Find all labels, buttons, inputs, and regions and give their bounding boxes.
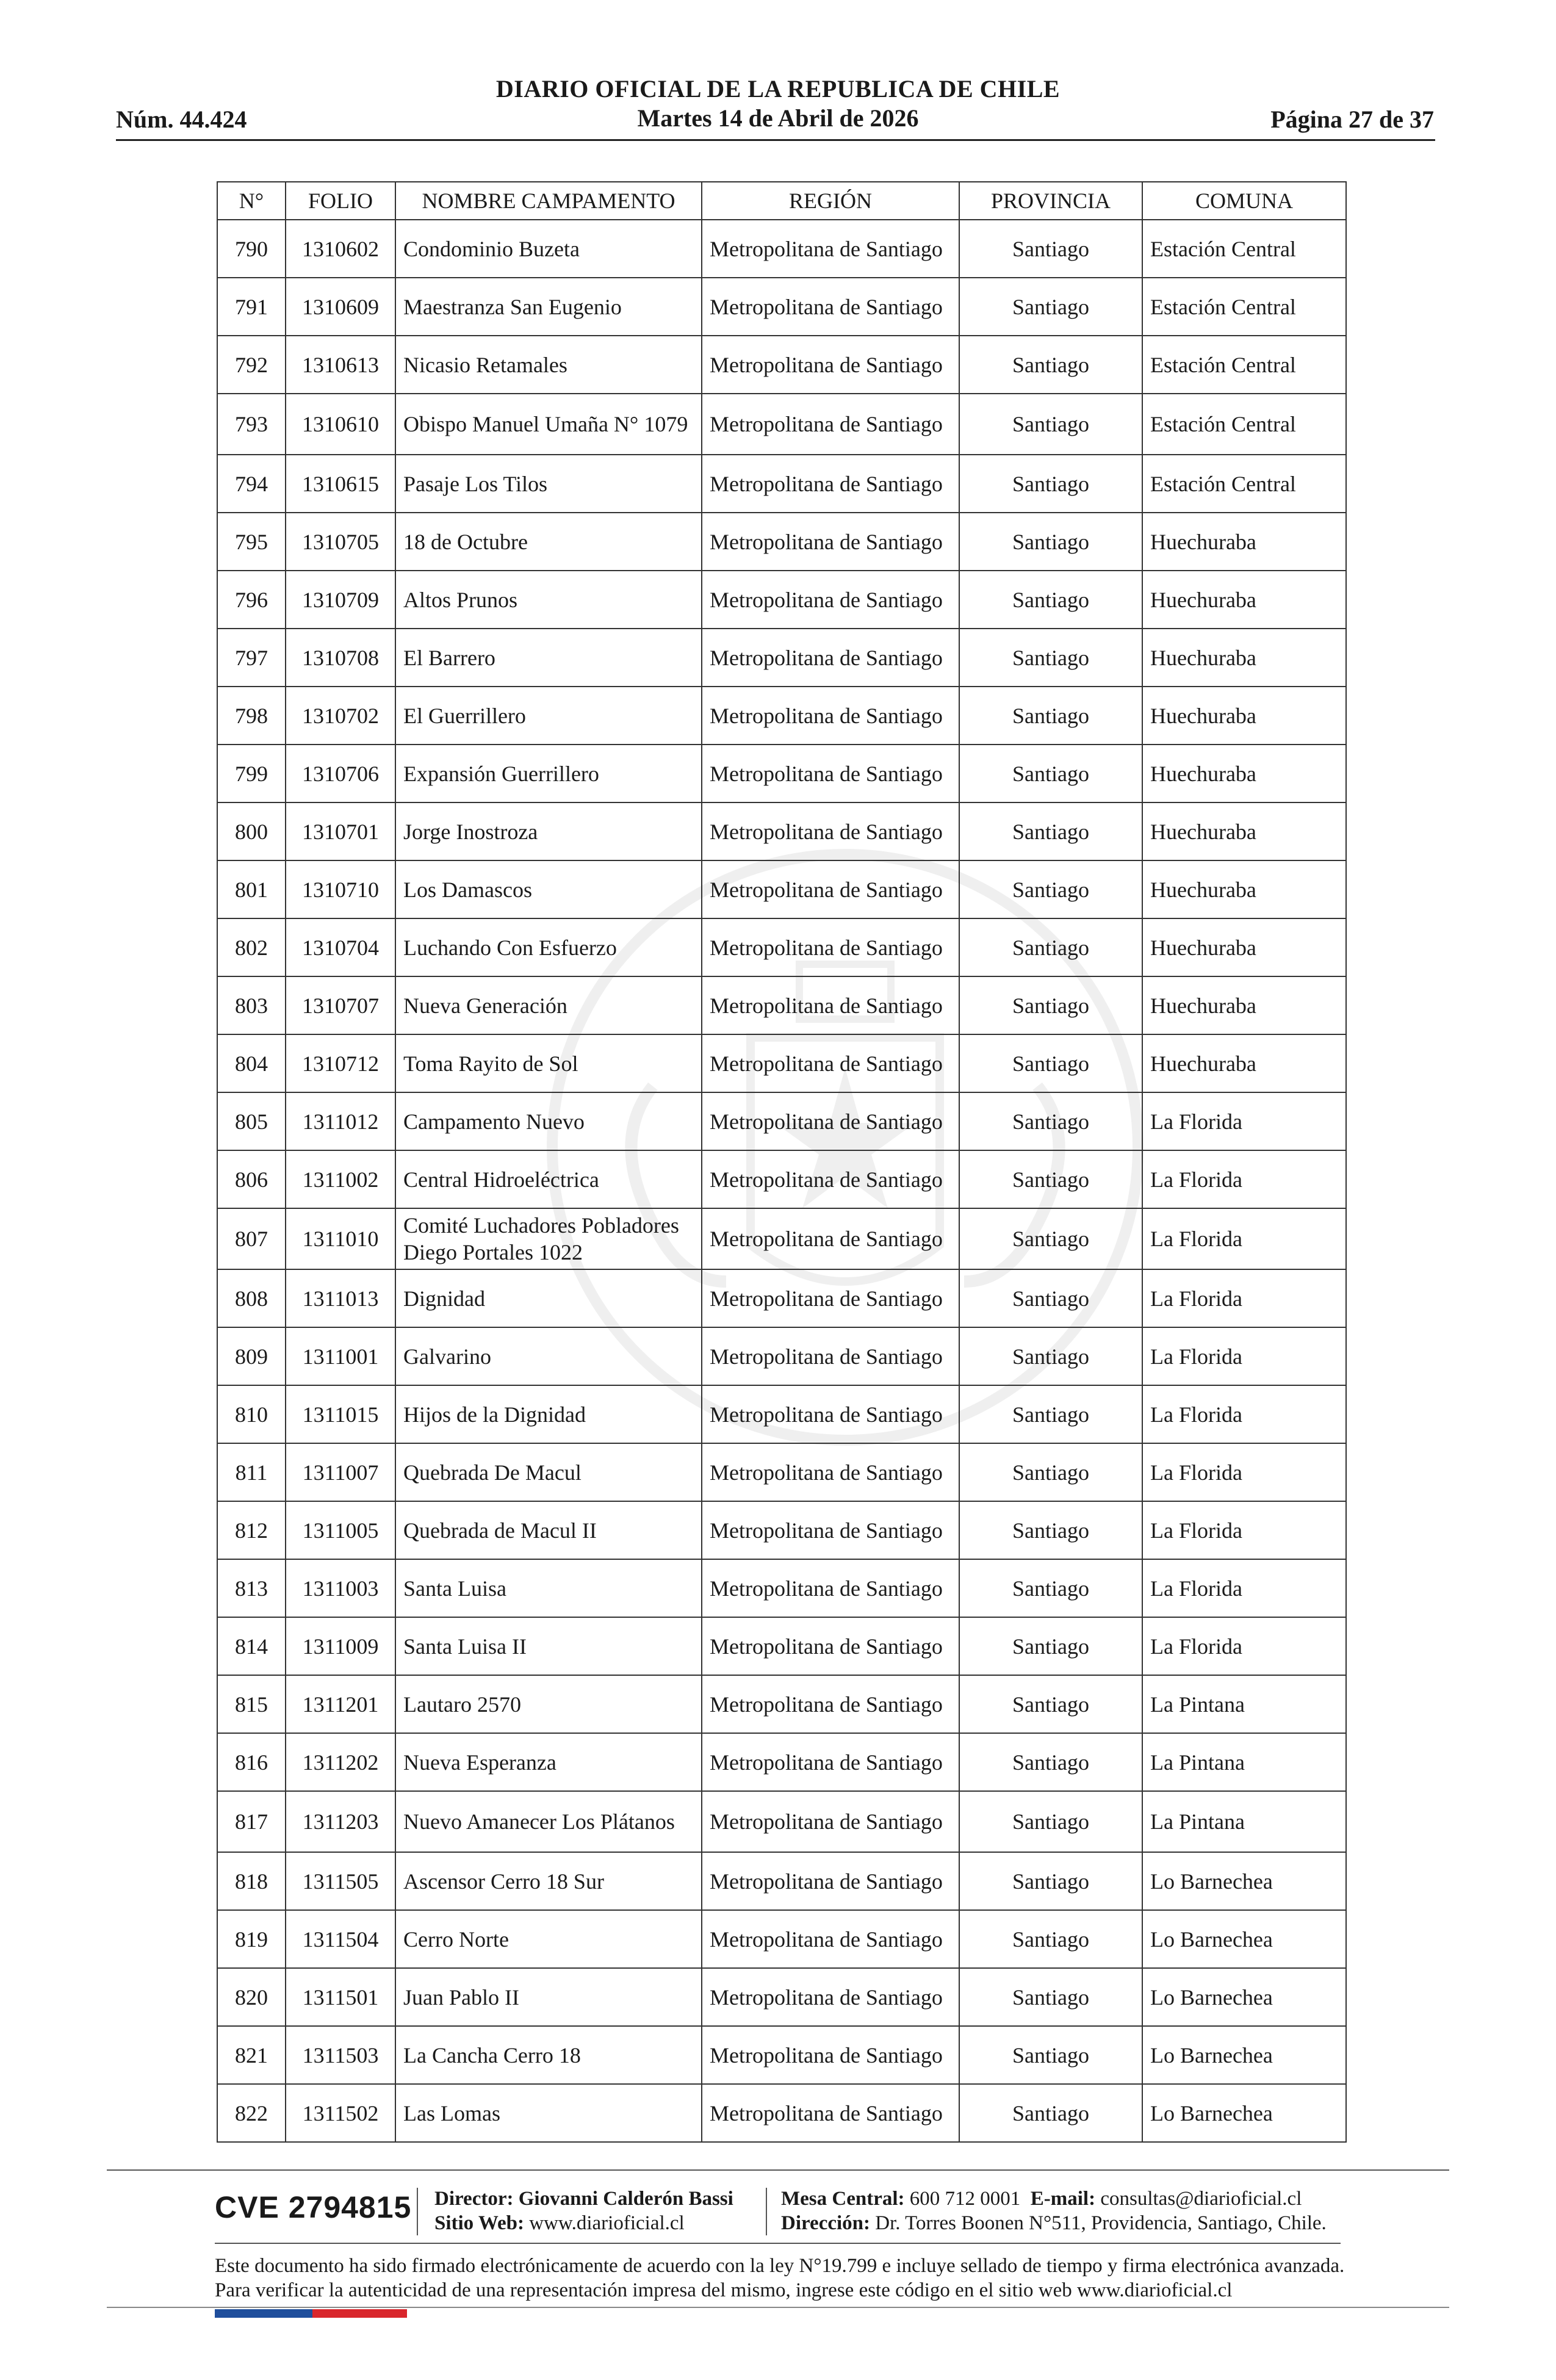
flag-stripe-blue (215, 2309, 312, 2318)
table-row (217, 1968, 1346, 2026)
row-folio: 1311501 (286, 1968, 395, 2026)
legal-notice: Este documento ha sido firmado electrónicamente de acuerdo con la ley N°19.799 e incluye sellado de tiempo y firma electrónica avanzada. Para verificar la autenticidad de una representación impresa del mismo, ingrese este código en el sitio web www.diarioficial.cl (215, 2255, 1345, 2301)
row-number: 794 (217, 455, 286, 513)
row-folio: 1310708 (286, 629, 395, 687)
row-region: Metropolitana de Santiago (702, 336, 959, 394)
row-comuna: Lo Barnechea (1142, 1852, 1346, 1910)
row-folio: 1310602 (286, 220, 395, 278)
row-comuna: Huechuraba (1142, 571, 1346, 629)
row-number: 791 (217, 278, 286, 336)
row-folio: 1310704 (286, 918, 395, 976)
table-row (217, 976, 1346, 1034)
row-number: 816 (217, 1733, 286, 1791)
footer-separator (766, 2188, 767, 2235)
row-folio: 1310702 (286, 687, 395, 745)
row-number: 810 (217, 1385, 286, 1443)
row-comuna: Estación Central (1142, 455, 1346, 513)
row-comuna: Estación Central (1142, 336, 1346, 394)
table-row (217, 1617, 1346, 1675)
row-provincia: Santiago (959, 278, 1142, 336)
row-camp-name: Altos Prunos (395, 571, 702, 629)
table-row (217, 860, 1346, 918)
row-provincia: Santiago (959, 1910, 1142, 1968)
row-provincia: Santiago (959, 1968, 1142, 2026)
table-row (217, 629, 1346, 687)
table-row (217, 1150, 1346, 1208)
row-number: 812 (217, 1501, 286, 1559)
director-label: Director: (434, 2188, 514, 2210)
row-region: Metropolitana de Santiago (702, 1208, 959, 1269)
row-camp-name: Santa Luisa (395, 1559, 702, 1617)
row-camp-name: Juan Pablo II (395, 1968, 702, 2026)
footer-contact-block (781, 2187, 1327, 2235)
row-folio: 1311010 (286, 1208, 395, 1269)
row-comuna: Huechuraba (1142, 1034, 1346, 1092)
row-camp-name: Campamento Nuevo (395, 1092, 702, 1150)
table-row (217, 336, 1346, 394)
table-header-row (217, 182, 1346, 220)
row-number: 814 (217, 1617, 286, 1675)
row-folio: 1311009 (286, 1617, 395, 1675)
row-comuna: La Florida (1142, 1269, 1346, 1327)
row-provincia: Santiago (959, 745, 1142, 802)
row-region: Metropolitana de Santiago (702, 571, 959, 629)
row-number: 809 (217, 1327, 286, 1385)
row-folio: 1310710 (286, 860, 395, 918)
email-link[interactable]: consultas@diarioficial.cl (1100, 2188, 1302, 2210)
row-region: Metropolitana de Santiago (702, 745, 959, 802)
column-header-number: N° (217, 182, 286, 220)
row-folio: 1311504 (286, 1910, 395, 1968)
header-divider (116, 139, 1435, 141)
address-label: Dirección: (781, 2212, 871, 2234)
row-comuna: Estación Central (1142, 278, 1346, 336)
row-region: Metropolitana de Santiago (702, 513, 959, 571)
row-number: 798 (217, 687, 286, 745)
column-header-name: NOMBRE CAMPAMENTO (395, 182, 702, 220)
row-camp-name: Hijos de la Dignidad (395, 1385, 702, 1443)
row-provincia: Santiago (959, 1269, 1142, 1327)
row-folio: 1310610 (286, 394, 395, 455)
footer-separator (417, 2188, 418, 2235)
row-folio: 1311201 (286, 1675, 395, 1733)
row-number: 790 (217, 220, 286, 278)
row-number: 795 (217, 513, 286, 571)
row-number: 805 (217, 1092, 286, 1150)
table-row (217, 918, 1346, 976)
row-provincia: Santiago (959, 1092, 1142, 1150)
table-row (217, 1675, 1346, 1733)
page-number: Página 27 de 37 (1270, 106, 1434, 133)
footer-divider-bottom (107, 2307, 1449, 2308)
row-comuna: Lo Barnechea (1142, 2026, 1346, 2084)
table-row (217, 571, 1346, 629)
row-camp-name: La Cancha Cerro 18 (395, 2026, 702, 2084)
row-camp-name: Nueva Generación (395, 976, 702, 1034)
row-number: 822 (217, 2084, 286, 2142)
row-comuna: Huechuraba (1142, 860, 1346, 918)
row-region: Metropolitana de Santiago (702, 1385, 959, 1443)
row-region: Metropolitana de Santiago (702, 1852, 959, 1910)
row-folio: 1311015 (286, 1385, 395, 1443)
row-comuna: Lo Barnechea (1142, 1968, 1346, 2026)
row-folio: 1311003 (286, 1559, 395, 1617)
row-provincia: Santiago (959, 1208, 1142, 1269)
row-camp-name: Quebrada De Macul (395, 1443, 702, 1501)
row-provincia: Santiago (959, 1385, 1142, 1443)
row-region: Metropolitana de Santiago (702, 802, 959, 860)
row-number: 813 (217, 1559, 286, 1617)
footer-director-block (434, 2187, 733, 2235)
row-comuna: La Florida (1142, 1501, 1346, 1559)
row-provincia: Santiago (959, 860, 1142, 918)
row-comuna: La Florida (1142, 1150, 1346, 1208)
row-number: 815 (217, 1675, 286, 1733)
row-region: Metropolitana de Santiago (702, 1968, 959, 2026)
table-row (217, 1385, 1346, 1443)
table-row (217, 1910, 1346, 1968)
row-number: 804 (217, 1034, 286, 1092)
row-region: Metropolitana de Santiago (702, 1269, 959, 1327)
row-number: 799 (217, 745, 286, 802)
row-folio: 1310705 (286, 513, 395, 571)
table-row (217, 1559, 1346, 1617)
row-camp-name: El Barrero (395, 629, 702, 687)
row-comuna: La Florida (1142, 1385, 1346, 1443)
row-provincia: Santiago (959, 687, 1142, 745)
table-row (217, 1733, 1346, 1791)
row-camp-name: Nicasio Retamales (395, 336, 702, 394)
column-header-comuna: COMUNA (1142, 182, 1346, 220)
row-region: Metropolitana de Santiago (702, 1617, 959, 1675)
row-region: Metropolitana de Santiago (702, 1150, 959, 1208)
table-row (217, 394, 1346, 455)
row-region: Metropolitana de Santiago (702, 455, 959, 513)
phone-label: Mesa Central: (781, 2188, 905, 2210)
row-folio: 1310712 (286, 1034, 395, 1092)
row-comuna: La Pintana (1142, 1791, 1346, 1852)
row-region: Metropolitana de Santiago (702, 918, 959, 976)
row-comuna: La Pintana (1142, 1675, 1346, 1733)
table-row (217, 1092, 1346, 1150)
row-folio: 1311505 (286, 1852, 395, 1910)
row-provincia: Santiago (959, 918, 1142, 976)
row-provincia: Santiago (959, 1327, 1142, 1385)
row-camp-name: Dignidad (395, 1269, 702, 1327)
row-provincia: Santiago (959, 513, 1142, 571)
row-camp-name: Nuevo Amanecer Los Plátanos (395, 1791, 702, 1852)
row-folio: 1311002 (286, 1150, 395, 1208)
row-comuna: La Florida (1142, 1559, 1346, 1617)
row-comuna: La Florida (1142, 1443, 1346, 1501)
row-comuna: Huechuraba (1142, 802, 1346, 860)
row-region: Metropolitana de Santiago (702, 1910, 959, 1968)
row-provincia: Santiago (959, 2084, 1142, 2142)
row-number: 802 (217, 918, 286, 976)
row-region: Metropolitana de Santiago (702, 220, 959, 278)
row-comuna: Huechuraba (1142, 918, 1346, 976)
row-camp-name: Los Damascos (395, 860, 702, 918)
newspaper-title: DIARIO OFICIAL DE LA REPUBLICA DE CHILE (495, 75, 1061, 103)
row-camp-name: Quebrada de Macul II (395, 1501, 702, 1559)
column-header-folio: FOLIO (286, 182, 395, 220)
row-number: 796 (217, 571, 286, 629)
row-camp-name: Comité Luchadores Pobladores Diego Portales 1022 (395, 1208, 702, 1269)
row-region: Metropolitana de Santiago (702, 1092, 959, 1150)
row-number: 800 (217, 802, 286, 860)
row-provincia: Santiago (959, 220, 1142, 278)
row-region: Metropolitana de Santiago (702, 1443, 959, 1501)
table-row (217, 1791, 1346, 1852)
row-provincia: Santiago (959, 629, 1142, 687)
row-number: 807 (217, 1208, 286, 1269)
row-provincia: Santiago (959, 1559, 1142, 1617)
row-camp-name: Jorge Inostroza (395, 802, 702, 860)
row-comuna: Huechuraba (1142, 629, 1346, 687)
table-row (217, 1443, 1346, 1501)
table-row (217, 220, 1346, 278)
row-provincia: Santiago (959, 1675, 1142, 1733)
row-folio: 1310613 (286, 336, 395, 394)
row-number: 821 (217, 2026, 286, 2084)
row-region: Metropolitana de Santiago (702, 2084, 959, 2142)
director-name: Giovanni Calderón Bassi (518, 2188, 733, 2210)
row-folio: 1311203 (286, 1791, 395, 1852)
website-link[interactable]: www.diarioficial.cl (529, 2212, 685, 2234)
row-folio: 1311007 (286, 1443, 395, 1501)
row-comuna: La Florida (1142, 1617, 1346, 1675)
row-provincia: Santiago (959, 1150, 1142, 1208)
row-provincia: Santiago (959, 1034, 1142, 1092)
row-camp-name: Ascensor Cerro 18 Sur (395, 1852, 702, 1910)
email-label: E-mail: (1030, 2188, 1096, 2210)
table-row (217, 1852, 1346, 1910)
table-row (217, 687, 1346, 745)
row-camp-name: Toma Rayito de Sol (395, 1034, 702, 1092)
row-folio: 1311503 (286, 2026, 395, 2084)
row-region: Metropolitana de Santiago (702, 394, 959, 455)
row-provincia: Santiago (959, 1501, 1142, 1559)
table-row (217, 455, 1346, 513)
row-folio: 1311001 (286, 1327, 395, 1385)
row-folio: 1311502 (286, 2084, 395, 2142)
issue-number: Núm. 44.424 (116, 106, 247, 133)
issue-date: Martes 14 de Abril de 2026 (637, 104, 919, 132)
phone-number: 600 712 0001 (909, 2188, 1021, 2210)
website-label: Sitio Web: (434, 2212, 525, 2234)
row-number: 793 (217, 394, 286, 455)
table-row (217, 1269, 1346, 1327)
row-provincia: Santiago (959, 2026, 1142, 2084)
row-region: Metropolitana de Santiago (702, 1733, 959, 1791)
row-camp-name: Galvarino (395, 1327, 702, 1385)
row-camp-name: Cerro Norte (395, 1910, 702, 1968)
row-camp-name: Pasaje Los Tilos (395, 455, 702, 513)
table-row (217, 745, 1346, 802)
row-comuna: La Pintana (1142, 1733, 1346, 1791)
row-provincia: Santiago (959, 1791, 1142, 1852)
row-region: Metropolitana de Santiago (702, 687, 959, 745)
row-comuna: Lo Barnechea (1142, 1910, 1346, 1968)
row-comuna: Huechuraba (1142, 976, 1346, 1034)
row-number: 808 (217, 1269, 286, 1327)
row-camp-name: Expansión Guerrillero (395, 745, 702, 802)
row-provincia: Santiago (959, 1852, 1142, 1910)
row-comuna: La Florida (1142, 1208, 1346, 1269)
table-row (217, 802, 1346, 860)
row-region: Metropolitana de Santiago (702, 860, 959, 918)
row-provincia: Santiago (959, 571, 1142, 629)
row-provincia: Santiago (959, 1617, 1142, 1675)
row-region: Metropolitana de Santiago (702, 1559, 959, 1617)
table-row (217, 1327, 1346, 1385)
row-region: Metropolitana de Santiago (702, 1034, 959, 1092)
footer-divider-middle (215, 2243, 1341, 2244)
table-row (217, 513, 1346, 571)
row-region: Metropolitana de Santiago (702, 2026, 959, 2084)
row-region: Metropolitana de Santiago (702, 1327, 959, 1385)
row-number: 811 (217, 1443, 286, 1501)
row-camp-name: Condominio Buzeta (395, 220, 702, 278)
row-folio: 1311012 (286, 1092, 395, 1150)
row-folio: 1310609 (286, 278, 395, 336)
row-camp-name: Las Lomas (395, 2084, 702, 2142)
address-text: Dr. Torres Boonen N°511, Providencia, Santiago, Chile. (875, 2212, 1327, 2234)
row-number: 818 (217, 1852, 286, 1910)
row-region: Metropolitana de Santiago (702, 1501, 959, 1559)
row-camp-name: Maestranza San Eugenio (395, 278, 702, 336)
row-camp-name: Obispo Manuel Umaña N° 1079 (395, 394, 702, 455)
campamentos-table (217, 181, 1347, 2143)
row-comuna: Estación Central (1142, 394, 1346, 455)
row-folio: 1310615 (286, 455, 395, 513)
column-header-provincia: PROVINCIA (959, 182, 1142, 220)
row-comuna: La Florida (1142, 1092, 1346, 1150)
row-number: 801 (217, 860, 286, 918)
table-row (217, 1034, 1346, 1092)
table-row (217, 2084, 1346, 2142)
row-number: 806 (217, 1150, 286, 1208)
row-camp-name: Central Hidroeléctrica (395, 1150, 702, 1208)
footer-divider-top (107, 2169, 1449, 2171)
row-provincia: Santiago (959, 1733, 1142, 1791)
table-row (217, 1501, 1346, 1559)
row-provincia: Santiago (959, 976, 1142, 1034)
row-comuna: Lo Barnechea (1142, 2084, 1346, 2142)
row-comuna: Huechuraba (1142, 745, 1346, 802)
row-provincia: Santiago (959, 455, 1142, 513)
row-region: Metropolitana de Santiago (702, 1791, 959, 1852)
cve-code: CVE 2794815 (215, 2190, 412, 2224)
row-camp-name: Lautaro 2570 (395, 1675, 702, 1733)
flag-stripe-red (312, 2309, 407, 2318)
row-folio: 1310707 (286, 976, 395, 1034)
row-camp-name: El Guerrillero (395, 687, 702, 745)
row-provincia: Santiago (959, 394, 1142, 455)
row-provincia: Santiago (959, 802, 1142, 860)
row-comuna: Huechuraba (1142, 513, 1346, 571)
row-region: Metropolitana de Santiago (702, 629, 959, 687)
row-provincia: Santiago (959, 1443, 1142, 1501)
row-number: 819 (217, 1910, 286, 1968)
row-region: Metropolitana de Santiago (702, 278, 959, 336)
row-folio: 1310701 (286, 802, 395, 860)
table-row (217, 2026, 1346, 2084)
table-row (217, 1208, 1346, 1269)
row-camp-name: Santa Luisa II (395, 1617, 702, 1675)
row-folio: 1311005 (286, 1501, 395, 1559)
table-row (217, 278, 1346, 336)
row-provincia: Santiago (959, 336, 1142, 394)
column-header-region: REGIÓN (702, 182, 959, 220)
row-region: Metropolitana de Santiago (702, 1675, 959, 1733)
row-folio: 1310706 (286, 745, 395, 802)
row-number: 803 (217, 976, 286, 1034)
row-folio: 1310709 (286, 571, 395, 629)
row-region: Metropolitana de Santiago (702, 976, 959, 1034)
row-comuna: Estación Central (1142, 220, 1346, 278)
row-folio: 1311202 (286, 1733, 395, 1791)
row-comuna: La Florida (1142, 1327, 1346, 1385)
row-number: 792 (217, 336, 286, 394)
row-camp-name: Luchando Con Esfuerzo (395, 918, 702, 976)
row-number: 820 (217, 1968, 286, 2026)
row-folio: 1311013 (286, 1269, 395, 1327)
row-number: 817 (217, 1791, 286, 1852)
row-comuna: Huechuraba (1142, 687, 1346, 745)
row-camp-name: Nueva Esperanza (395, 1733, 702, 1791)
row-camp-name: 18 de Octubre (395, 513, 702, 571)
row-number: 797 (217, 629, 286, 687)
